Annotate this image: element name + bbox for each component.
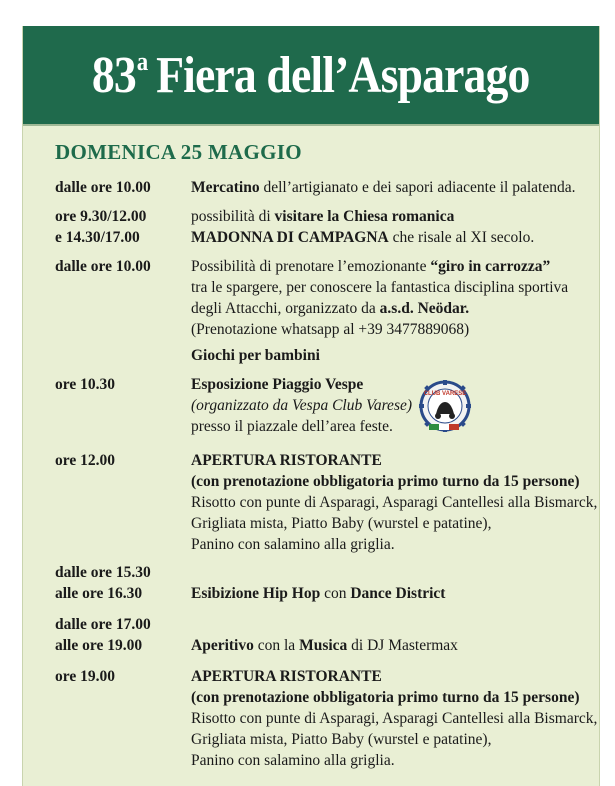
event-description: tra le spargere, per conoscere la fantastica disciplina sportiva — [191, 279, 569, 296]
event-time: dalle ore 17.00 — [55, 616, 151, 633]
event-description: APERTURA RISTORANTE — [191, 452, 382, 469]
event-time: dalle ore 15.30 — [55, 564, 151, 581]
title-banner — [23, 26, 599, 126]
event-time: e 14.30/17.00 — [55, 229, 140, 246]
menu-line: Grigliata mista, Piatto Baby (wurstel e patatine), — [191, 731, 492, 748]
event-description: MADONNA DI CAMPAGNA che risale al XI secolo. — [191, 229, 535, 246]
event-description: APERTURA RISTORANTE — [191, 668, 382, 685]
event-description: degli Attacchi, organizzato da a.s.d. Neödar. — [191, 300, 470, 317]
event-time: alle ore 16.30 — [55, 585, 143, 602]
vespa-club-logo — [419, 380, 471, 436]
event-time: dalle ore 10.00 — [55, 258, 151, 275]
flyer — [22, 26, 600, 786]
event-description: Mercatino dell’artigianato e dei sapori adiacente il palatenda. — [191, 179, 576, 196]
event-description: Esposizione Piaggio Vespe — [191, 376, 364, 393]
event-description: Aperitivo con la Musica di DJ Mastermax — [191, 637, 458, 654]
event-time: ore 19.00 — [55, 668, 115, 685]
svg-text:CLUB VARESE: CLUB VARESE — [423, 391, 467, 397]
menu-line: Risotto con punte di Asparagi, Asparagi Cantellesi alla Bismarck, — [191, 710, 598, 727]
event-description: presso il piazzale dell’area feste. — [191, 418, 393, 435]
menu-line: Panino con salamino alla griglia. — [191, 752, 395, 769]
menu-line: Grigliata mista, Piatto Baby (wurstel e patatine), — [191, 515, 492, 532]
event-time: ore 9.30/12.00 — [55, 208, 147, 225]
event-time: ore 10.30 — [55, 376, 115, 393]
event-description: (con prenotazione obbligatoria primo turno da 15 persone) — [191, 473, 580, 490]
event-description: (con prenotazione obbligatoria primo turno da 15 persone) — [191, 689, 580, 706]
page-title: 83$^a$ Fiera dell’Asparago — [92, 46, 530, 104]
event-time: alle ore 19.00 — [55, 637, 143, 654]
event-description: Possibilità di prenotare l’emozionante “giro in carrozza” — [191, 258, 551, 275]
event-description: possibilità di visitare la Chiesa romanica — [191, 208, 455, 225]
event-time: ore 12.00 — [55, 452, 115, 469]
event-time: dalle ore 10.00 — [55, 179, 151, 196]
event-date: DOMENICA 25 MAGGIO — [55, 140, 302, 164]
menu-line: Panino con salamino alla griglia. — [191, 536, 395, 553]
event-contact: (Prenotazione whatsapp al +39 3477889068) — [191, 321, 470, 338]
event-description: Esibizione Hip Hop con Dance District — [191, 585, 446, 602]
event-description: Giochi per bambini — [191, 347, 320, 364]
event-description: (organizzato da Vespa Club Varese) — [191, 397, 413, 414]
menu-line: Risotto con punte di Asparagi, Asparagi Cantellesi alla Bismarck, — [191, 494, 598, 511]
